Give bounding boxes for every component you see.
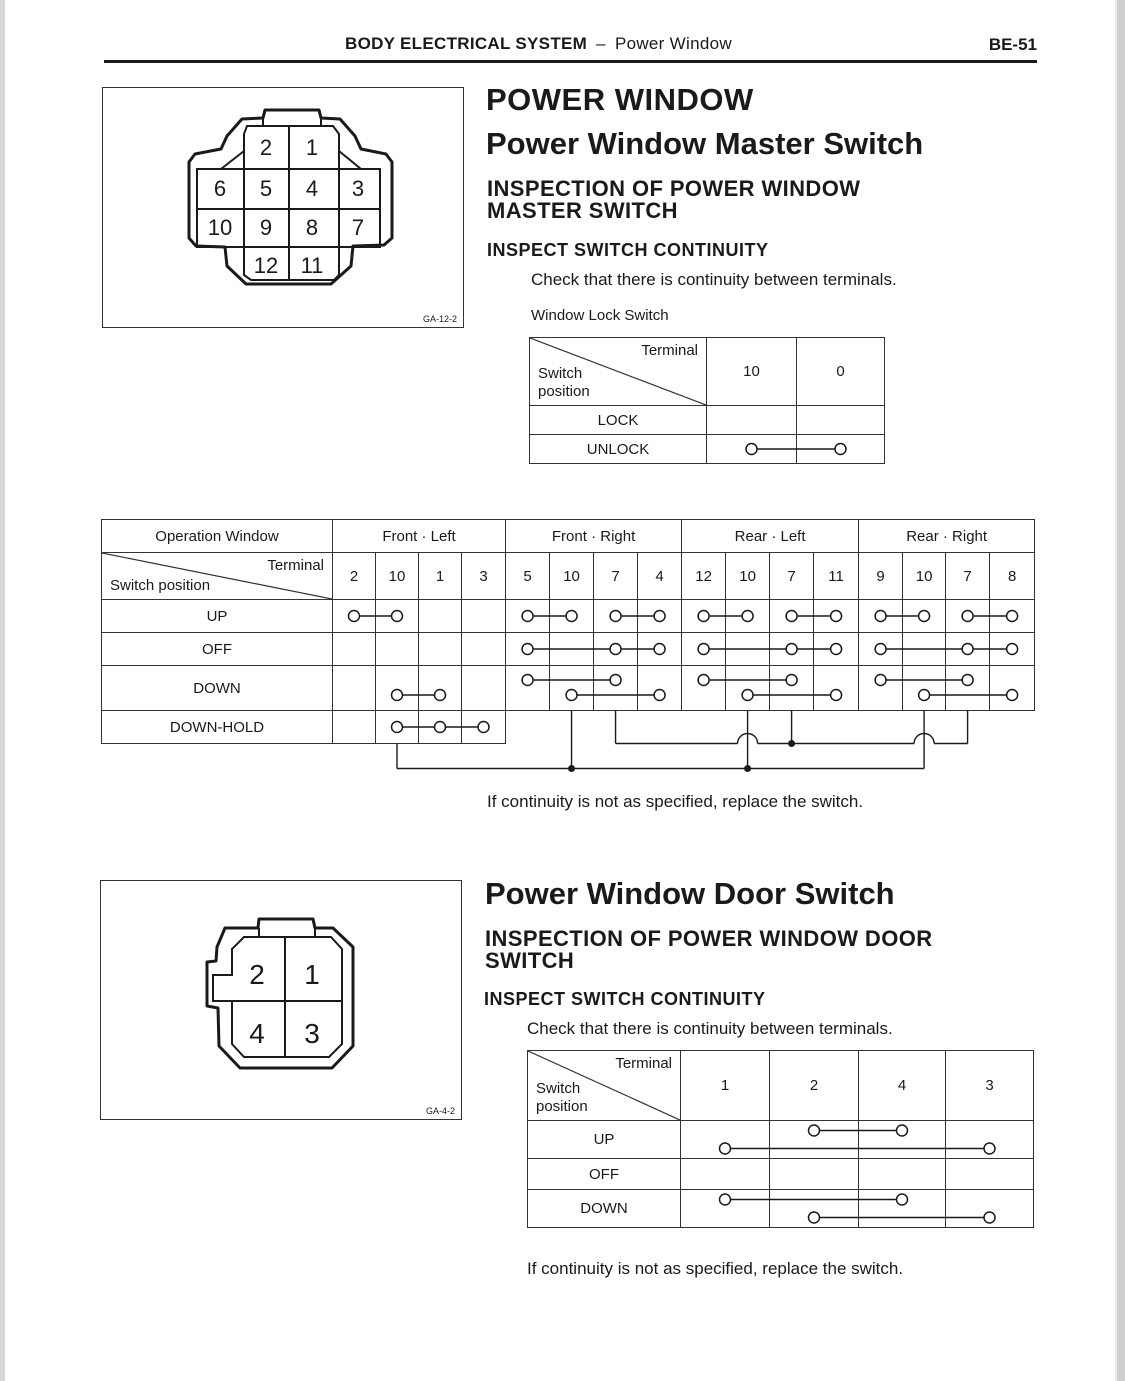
continuity-cell: [333, 633, 376, 666]
continuity-cell: [814, 600, 859, 633]
running-head-section: BODY ELECTRICAL SYSTEM: [345, 34, 588, 53]
door-instruction: Check that there is continuity between terminals.: [527, 1019, 893, 1038]
door-terminal-1: 1: [304, 959, 320, 990]
door-connector-drawing: [101, 881, 461, 1119]
terminal-header: 10: [903, 553, 946, 600]
lock-cell: [797, 406, 885, 435]
continuity-cell: [419, 600, 462, 633]
row-label-up: UP: [102, 600, 333, 633]
group-header-rear-right: Rear · Right: [859, 520, 1035, 553]
lock-table-corner-terminal: Terminal: [641, 342, 698, 359]
master-terminal-5: 5: [259, 176, 273, 201]
continuity-cell: [462, 666, 506, 711]
continuity-cell: [682, 633, 726, 666]
continuity-cell: [594, 600, 638, 633]
door-table-corner: [528, 1051, 681, 1121]
terminal-header: 7: [594, 553, 638, 600]
continuity-cell: [550, 600, 594, 633]
terminal-header: 11: [814, 553, 859, 600]
door-terminal-3: 3: [304, 1018, 320, 1049]
operation-window-label: Operation Window: [102, 520, 333, 553]
terminal-header: 5: [506, 553, 550, 600]
terminal-header: 7: [770, 553, 814, 600]
continuity-cell: [726, 600, 770, 633]
lock-row-label: UNLOCK: [530, 435, 707, 464]
master-terminal-4: 4: [305, 176, 319, 201]
continuity-cell: [770, 633, 814, 666]
lock-cell: [797, 435, 885, 464]
master-terminal-9: 9: [259, 215, 273, 240]
terminal-header: 9: [859, 553, 903, 600]
master-inspection-heading-line2: MASTER SWITCH: [487, 198, 678, 223]
continuity-cell: [903, 633, 946, 666]
continuity-cell: [550, 666, 594, 711]
door-terminal-header: 4: [859, 1051, 946, 1121]
lock-cell: [707, 406, 797, 435]
door-row-label-down: DOWN: [528, 1190, 681, 1228]
continuity-cell: [594, 666, 638, 711]
figure-code: GA-12-2: [422, 314, 457, 324]
master-inspection-heading: [487, 178, 860, 222]
operation-corner-terminal: Terminal: [267, 557, 324, 574]
continuity-cell: [946, 633, 990, 666]
continuity-cell: [333, 666, 376, 711]
continuity-cell: [506, 600, 550, 633]
door-terminal-header: 2: [770, 1051, 859, 1121]
continuity-cell: [419, 633, 462, 666]
master-connector-figure: [102, 87, 464, 328]
continuity-cell: [333, 711, 376, 744]
continuity-cell: [506, 666, 550, 711]
continuity-cell: [462, 633, 506, 666]
group-header-rear-left: Rear · Left: [682, 520, 859, 553]
continuity-cell: [903, 600, 946, 633]
terminal-header: 10: [726, 553, 770, 600]
master-terminal-10: 10: [207, 215, 233, 240]
door-footer-note: If continuity is not as specified, replace the switch.: [527, 1259, 904, 1278]
lock-switch-table: [529, 337, 885, 464]
door-row-label-up: UP: [528, 1121, 681, 1159]
continuity-cell: [550, 633, 594, 666]
master-terminal-8: 8: [305, 215, 319, 240]
master-terminal-3: 3: [351, 176, 365, 201]
master-footer-note: If continuity is not as specified, replace the switch.: [487, 792, 864, 811]
continuity-cell: [726, 666, 770, 711]
continuity-cell: [376, 600, 419, 633]
continuity-cell: [990, 600, 1035, 633]
master-terminal-11: 11: [300, 253, 324, 278]
continuity-cell: [903, 666, 946, 711]
running-head-dash: –: [596, 34, 606, 53]
master-switch-title: Power Window Master Switch: [486, 126, 924, 161]
page-edge-left: [0, 0, 5, 1381]
terminal-header: 10: [550, 553, 594, 600]
continuity-cell: [726, 633, 770, 666]
door-switch-table: [527, 1050, 1034, 1228]
continuity-cell: [462, 711, 506, 744]
door-inspection-heading-line1: INSPECTION OF POWER WINDOW DOOR: [485, 926, 933, 951]
running-head-subsection: Power Window: [614, 34, 732, 53]
continuity-cell: [770, 600, 814, 633]
door-terminal-header: 3: [946, 1051, 1034, 1121]
continuity-cell: [333, 600, 376, 633]
continuity-cell: [859, 666, 903, 711]
door-connector-figure: [100, 880, 462, 1120]
continuity-cell: [990, 633, 1035, 666]
terminal-header: 3: [462, 553, 506, 600]
continuity-cell: [419, 666, 462, 711]
row-label-off: OFF: [102, 633, 333, 666]
group-header-front-left: Front · Left: [333, 520, 506, 553]
operation-table-corner: [102, 553, 333, 600]
door-inspection-heading: [485, 928, 933, 972]
lock-table-corner: [530, 338, 707, 406]
terminal-header: 2: [333, 553, 376, 600]
lock-cell: [707, 435, 797, 464]
row-label-down-hold: DOWN-HOLD: [102, 711, 333, 744]
continuity-cell: [376, 711, 419, 744]
continuity-cell: [376, 666, 419, 711]
continuity-cell: [946, 600, 990, 633]
continuity-cell: [682, 666, 726, 711]
master-step-heading: INSPECT SWITCH CONTINUITY: [487, 240, 769, 260]
master-terminal-7: 7: [351, 215, 365, 240]
figure-code: GA-4-2: [425, 1106, 455, 1116]
door-terminal-4: 4: [249, 1018, 265, 1049]
terminal-header: 12: [682, 553, 726, 600]
continuity-cell: [946, 666, 990, 711]
lock-row-label: LOCK: [530, 406, 707, 435]
master-terminal-2: 2: [259, 135, 273, 160]
terminal-header: 1: [419, 553, 462, 600]
continuity-cell: [419, 711, 462, 744]
row-label-down: DOWN: [102, 666, 333, 711]
continuity-cell: [638, 666, 682, 711]
continuity-cell: [594, 633, 638, 666]
door-terminal-2: 2: [249, 959, 265, 990]
continuity-cell: [859, 600, 903, 633]
junction-dot: [744, 765, 751, 772]
continuity-cell: [814, 666, 859, 711]
continuity-cell: [990, 666, 1035, 711]
continuity-cell: [682, 600, 726, 633]
page-edge-right: [1117, 0, 1125, 1381]
blank-area: [506, 711, 1035, 744]
door-corner-switch-position: Switch position: [536, 1080, 588, 1115]
continuity-cell: [376, 633, 419, 666]
terminal-header: 10: [376, 553, 419, 600]
master-connector-drawing: [103, 88, 463, 327]
continuity-cell: [638, 600, 682, 633]
door-row-label-off: OFF: [528, 1159, 681, 1190]
continuity-cell: [462, 600, 506, 633]
master-terminal-1: 1: [305, 135, 319, 160]
master-terminal-12: 12: [253, 253, 279, 278]
terminal-header: 8: [990, 553, 1035, 600]
terminal-header: 7: [946, 553, 990, 600]
lock-switch-caption: Window Lock Switch: [531, 307, 669, 324]
header-rule: [104, 60, 1037, 63]
continuity-cell: [814, 633, 859, 666]
group-header-front-right: Front · Right: [506, 520, 682, 553]
page-number: BE-51: [988, 35, 1037, 54]
continuity-cell: [638, 633, 682, 666]
door-corner-terminal: Terminal: [615, 1055, 672, 1072]
door-switch-title: Power Window Door Switch: [485, 876, 895, 911]
master-inspection-heading-line1: INSPECTION OF POWER WINDOW: [487, 176, 861, 201]
section-title: POWER WINDOW: [486, 82, 754, 117]
door-inspection-heading-line2: SWITCH: [485, 948, 575, 973]
running-head: [345, 34, 732, 54]
continuity-cell: [859, 633, 903, 666]
door-terminal-header: 1: [681, 1051, 770, 1121]
lock-table-corner-switch-position: Switch position: [538, 365, 590, 400]
door-step-heading: INSPECT SWITCH CONTINUITY: [484, 989, 766, 1009]
master-terminal-6: 6: [213, 176, 227, 201]
lock-terminal-header: 0: [797, 338, 885, 406]
operation-corner-switch-position: Switch position: [110, 577, 211, 594]
master-instruction: Check that there is continuity between terminals.: [531, 270, 897, 289]
terminal-header: 4: [638, 553, 682, 600]
continuity-cell: [506, 633, 550, 666]
operation-table: [101, 519, 1035, 744]
lock-terminal-header: 10: [707, 338, 797, 406]
junction-dot: [568, 765, 575, 772]
continuity-cell: [770, 666, 814, 711]
